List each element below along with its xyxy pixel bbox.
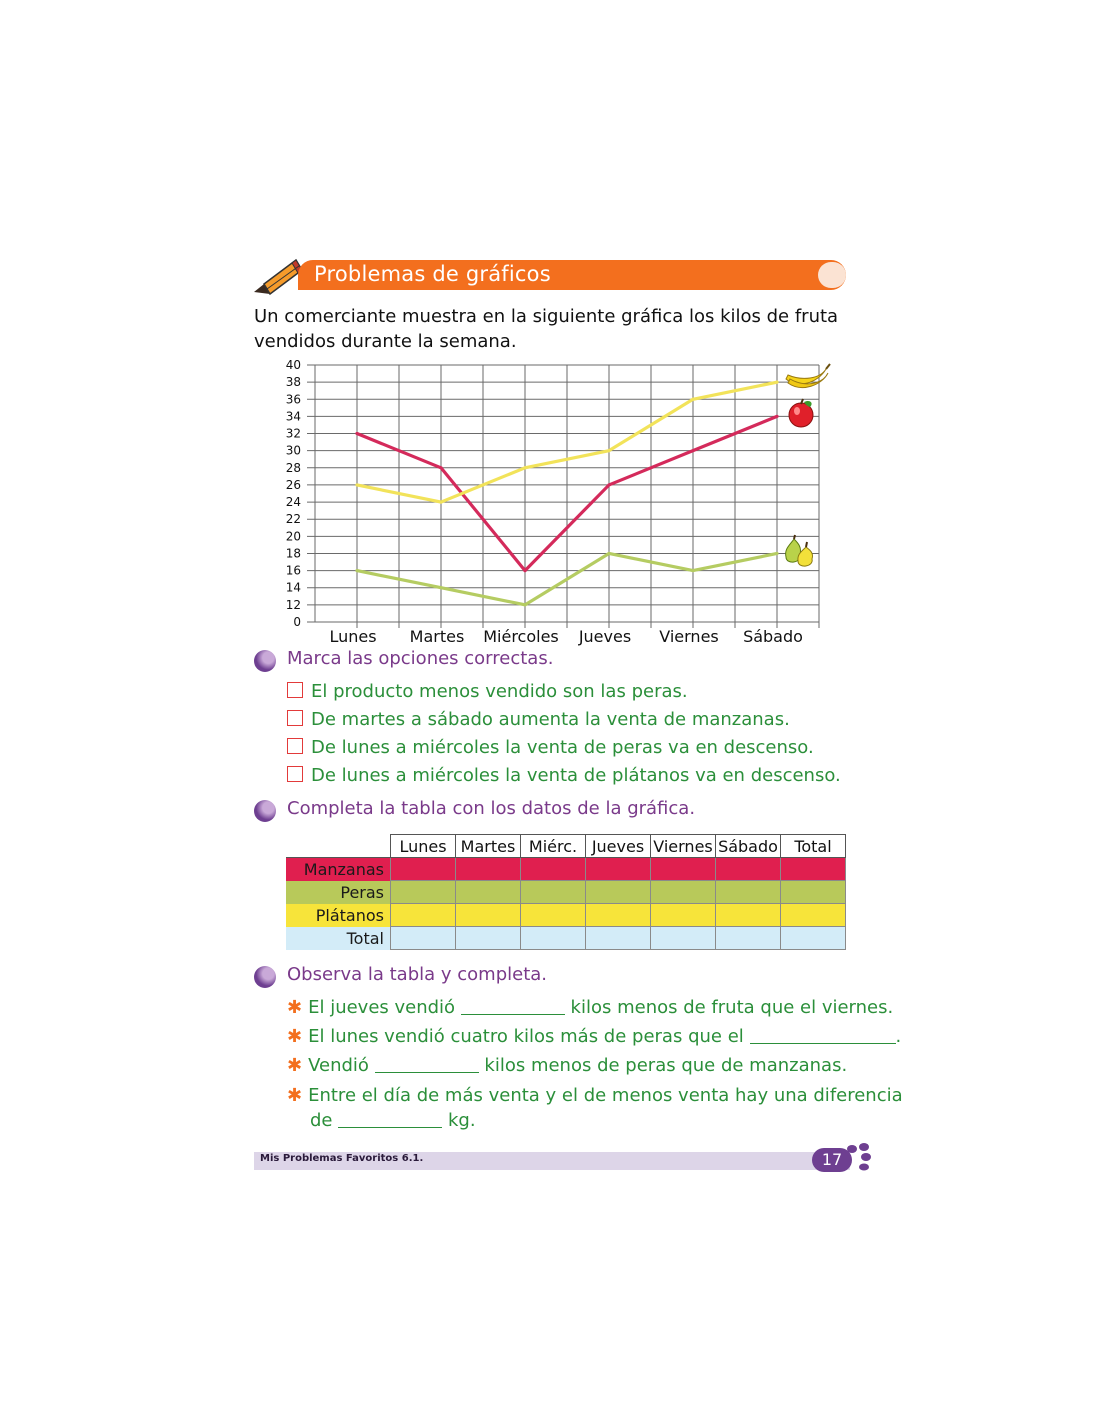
fill-text-after: kg.: [447, 1110, 476, 1131]
column-header: Jueves: [586, 835, 651, 858]
table-cell[interactable]: [586, 858, 651, 881]
data-point: [691, 449, 694, 452]
data-point: [523, 603, 526, 606]
option-label: De lunes a miércoles la venta de plátanos va en descenso.: [311, 765, 841, 786]
fill-in-row-continued: [310, 1110, 476, 1131]
table-cell[interactable]: [391, 904, 456, 927]
option-row[interactable]: [287, 709, 790, 730]
checkbox[interactable]: [287, 682, 303, 698]
data-point: [607, 483, 610, 486]
star-bullet-icon: ✱: [287, 997, 303, 1018]
table-cell[interactable]: [456, 858, 521, 881]
table-cell[interactable]: [521, 858, 586, 881]
table-cell[interactable]: [521, 904, 586, 927]
fill-text-before: El lunes vendió cuatro kilos más de peras que el: [308, 1026, 744, 1047]
table-cell[interactable]: [391, 858, 456, 881]
answer-blank[interactable]: [338, 1111, 442, 1128]
option-row[interactable]: [287, 765, 841, 786]
data-point: [691, 569, 694, 572]
y-tick-label: 28: [285, 460, 301, 475]
y-tick-label: 18: [285, 546, 301, 561]
table-cell[interactable]: [781, 881, 846, 904]
apple-icon: [789, 399, 813, 427]
checkbox[interactable]: [287, 766, 303, 782]
x-tick-label: Martes: [409, 627, 465, 646]
table-row: [286, 858, 846, 881]
table-cell[interactable]: [586, 881, 651, 904]
y-tick-label: 26: [285, 477, 301, 492]
row-label: Manzanas: [286, 858, 391, 881]
data-point: [355, 483, 358, 486]
section1-heading: Marca las opciones correctas.: [287, 648, 554, 669]
data-point: [523, 569, 526, 572]
data-point: [607, 449, 610, 452]
fill-in-row: [287, 997, 893, 1018]
section3-heading: Observa la tabla y completa.: [287, 964, 547, 985]
table-cell[interactable]: [651, 927, 716, 950]
data-point: [691, 398, 694, 401]
intro-paragraph: Un comerciante muestra en la siguiente gráfica los kilos de fruta vendidos durante la semana.: [254, 306, 839, 352]
table-cell[interactable]: [651, 904, 716, 927]
table-cell[interactable]: [391, 881, 456, 904]
data-point: [355, 432, 358, 435]
fill-text-before: Vendió: [308, 1055, 369, 1076]
y-tick-label: 14: [285, 580, 301, 595]
page-number: 17: [812, 1148, 852, 1172]
star-bullet-icon: ✱: [287, 1026, 303, 1047]
table-corner: [286, 835, 391, 858]
checkbox[interactable]: [287, 738, 303, 754]
answer-blank[interactable]: [375, 1056, 479, 1073]
table-cell[interactable]: [586, 904, 651, 927]
y-tick-label: 0: [293, 615, 301, 629]
data-point: [775, 415, 778, 418]
table-row: [286, 904, 846, 927]
option-row[interactable]: [287, 737, 814, 758]
fill-text-after: kilos menos de peras que de manzanas.: [484, 1055, 848, 1076]
section2-heading: Completa la tabla con los datos de la gráfica.: [287, 798, 696, 819]
pear-icon: [786, 535, 813, 566]
fill-in-row: [287, 1085, 903, 1106]
table-cell[interactable]: [521, 881, 586, 904]
fill-in-row: [287, 1055, 847, 1076]
column-header: Sábado: [716, 835, 781, 858]
star-bullet-icon: ✱: [287, 1055, 303, 1076]
table-cell[interactable]: [781, 927, 846, 950]
star-bullet-icon: ✱: [287, 1085, 303, 1106]
y-tick-label: 20: [285, 529, 301, 544]
row-label: Peras: [286, 881, 391, 904]
row-label: Plátanos: [286, 904, 391, 927]
y-tick-label: 24: [285, 495, 301, 510]
pencil-icon: [252, 256, 304, 298]
footer-text: Mis Problemas Favoritos 6.1.: [260, 1153, 424, 1164]
y-tick-label: 34: [285, 409, 301, 424]
section-title-bar: [298, 260, 846, 290]
section-bullet-icon: [254, 966, 276, 988]
section-bullet-icon: [254, 800, 276, 822]
fill-text-before: de: [310, 1110, 333, 1131]
table-cell[interactable]: [651, 858, 716, 881]
table-header-row: [286, 835, 846, 858]
answer-blank[interactable]: [750, 1027, 896, 1044]
table-cell[interactable]: [781, 904, 846, 927]
section-bullet-icon: [254, 650, 276, 672]
table-cell[interactable]: [716, 904, 781, 927]
table-cell[interactable]: [521, 927, 586, 950]
answer-blank[interactable]: [461, 998, 565, 1015]
checkbox[interactable]: [287, 710, 303, 726]
table-cell[interactable]: [586, 927, 651, 950]
data-point: [775, 552, 778, 555]
y-tick-label: 30: [285, 443, 301, 458]
line-chart: [250, 355, 850, 651]
data-point: [439, 500, 442, 503]
y-tick-label: 22: [285, 512, 301, 527]
row-label: Total: [286, 927, 391, 950]
column-header: Lunes: [391, 835, 456, 858]
x-tick-label: Lunes: [329, 627, 377, 646]
data-point: [607, 552, 610, 555]
option-label: De martes a sábado aumenta la venta de manzanas.: [311, 709, 790, 730]
data-point: [523, 466, 526, 469]
table-cell[interactable]: [456, 904, 521, 927]
y-tick-label: 12: [285, 597, 301, 612]
table-cell[interactable]: [651, 881, 716, 904]
column-header: Martes: [456, 835, 521, 858]
table-cell[interactable]: [716, 858, 781, 881]
page-title: Problemas de gráficos: [314, 262, 551, 286]
table-row: [286, 927, 846, 950]
x-tick-label: Sábado: [743, 627, 803, 646]
y-tick-label: 38: [285, 375, 301, 390]
table-cell[interactable]: [456, 881, 521, 904]
data-table: [286, 834, 846, 950]
column-header: Miérc.: [521, 835, 586, 858]
x-tick-label: Miércoles: [483, 627, 559, 646]
y-tick-label: 36: [285, 392, 301, 407]
title-bar-cap: [818, 262, 846, 288]
option-row[interactable]: [287, 681, 688, 702]
x-tick-label: Viernes: [659, 627, 719, 646]
y-tick-label: 40: [285, 358, 301, 372]
fill-text-before: Entre el día de más venta y el de menos venta hay una diferencia: [308, 1085, 903, 1106]
option-label: De lunes a miércoles la venta de peras va en descenso.: [311, 737, 814, 758]
y-tick-label: 16: [285, 563, 301, 578]
table-cell[interactable]: [781, 858, 846, 881]
y-tick-label: 32: [285, 426, 301, 441]
fill-text-after: .: [895, 1026, 902, 1047]
data-point: [439, 586, 442, 589]
table-cell[interactable]: [716, 927, 781, 950]
x-tick-label: Jueves: [578, 627, 632, 646]
data-point: [775, 381, 778, 384]
fill-text-before: El jueves vendió: [308, 997, 456, 1018]
table-cell[interactable]: [716, 881, 781, 904]
data-point: [355, 569, 358, 572]
data-point: [439, 466, 442, 469]
banana-icon: [786, 364, 830, 388]
table-cell[interactable]: [456, 927, 521, 950]
option-label: El producto menos vendido son las peras.: [311, 681, 688, 702]
table-cell[interactable]: [391, 927, 456, 950]
fill-text-after: kilos menos de fruta que el viernes.: [570, 997, 894, 1018]
paw-icon: [846, 1143, 872, 1171]
column-header: Viernes: [651, 835, 716, 858]
fill-in-row: [287, 1026, 901, 1047]
column-header: Total: [781, 835, 846, 858]
table-row: [286, 881, 846, 904]
